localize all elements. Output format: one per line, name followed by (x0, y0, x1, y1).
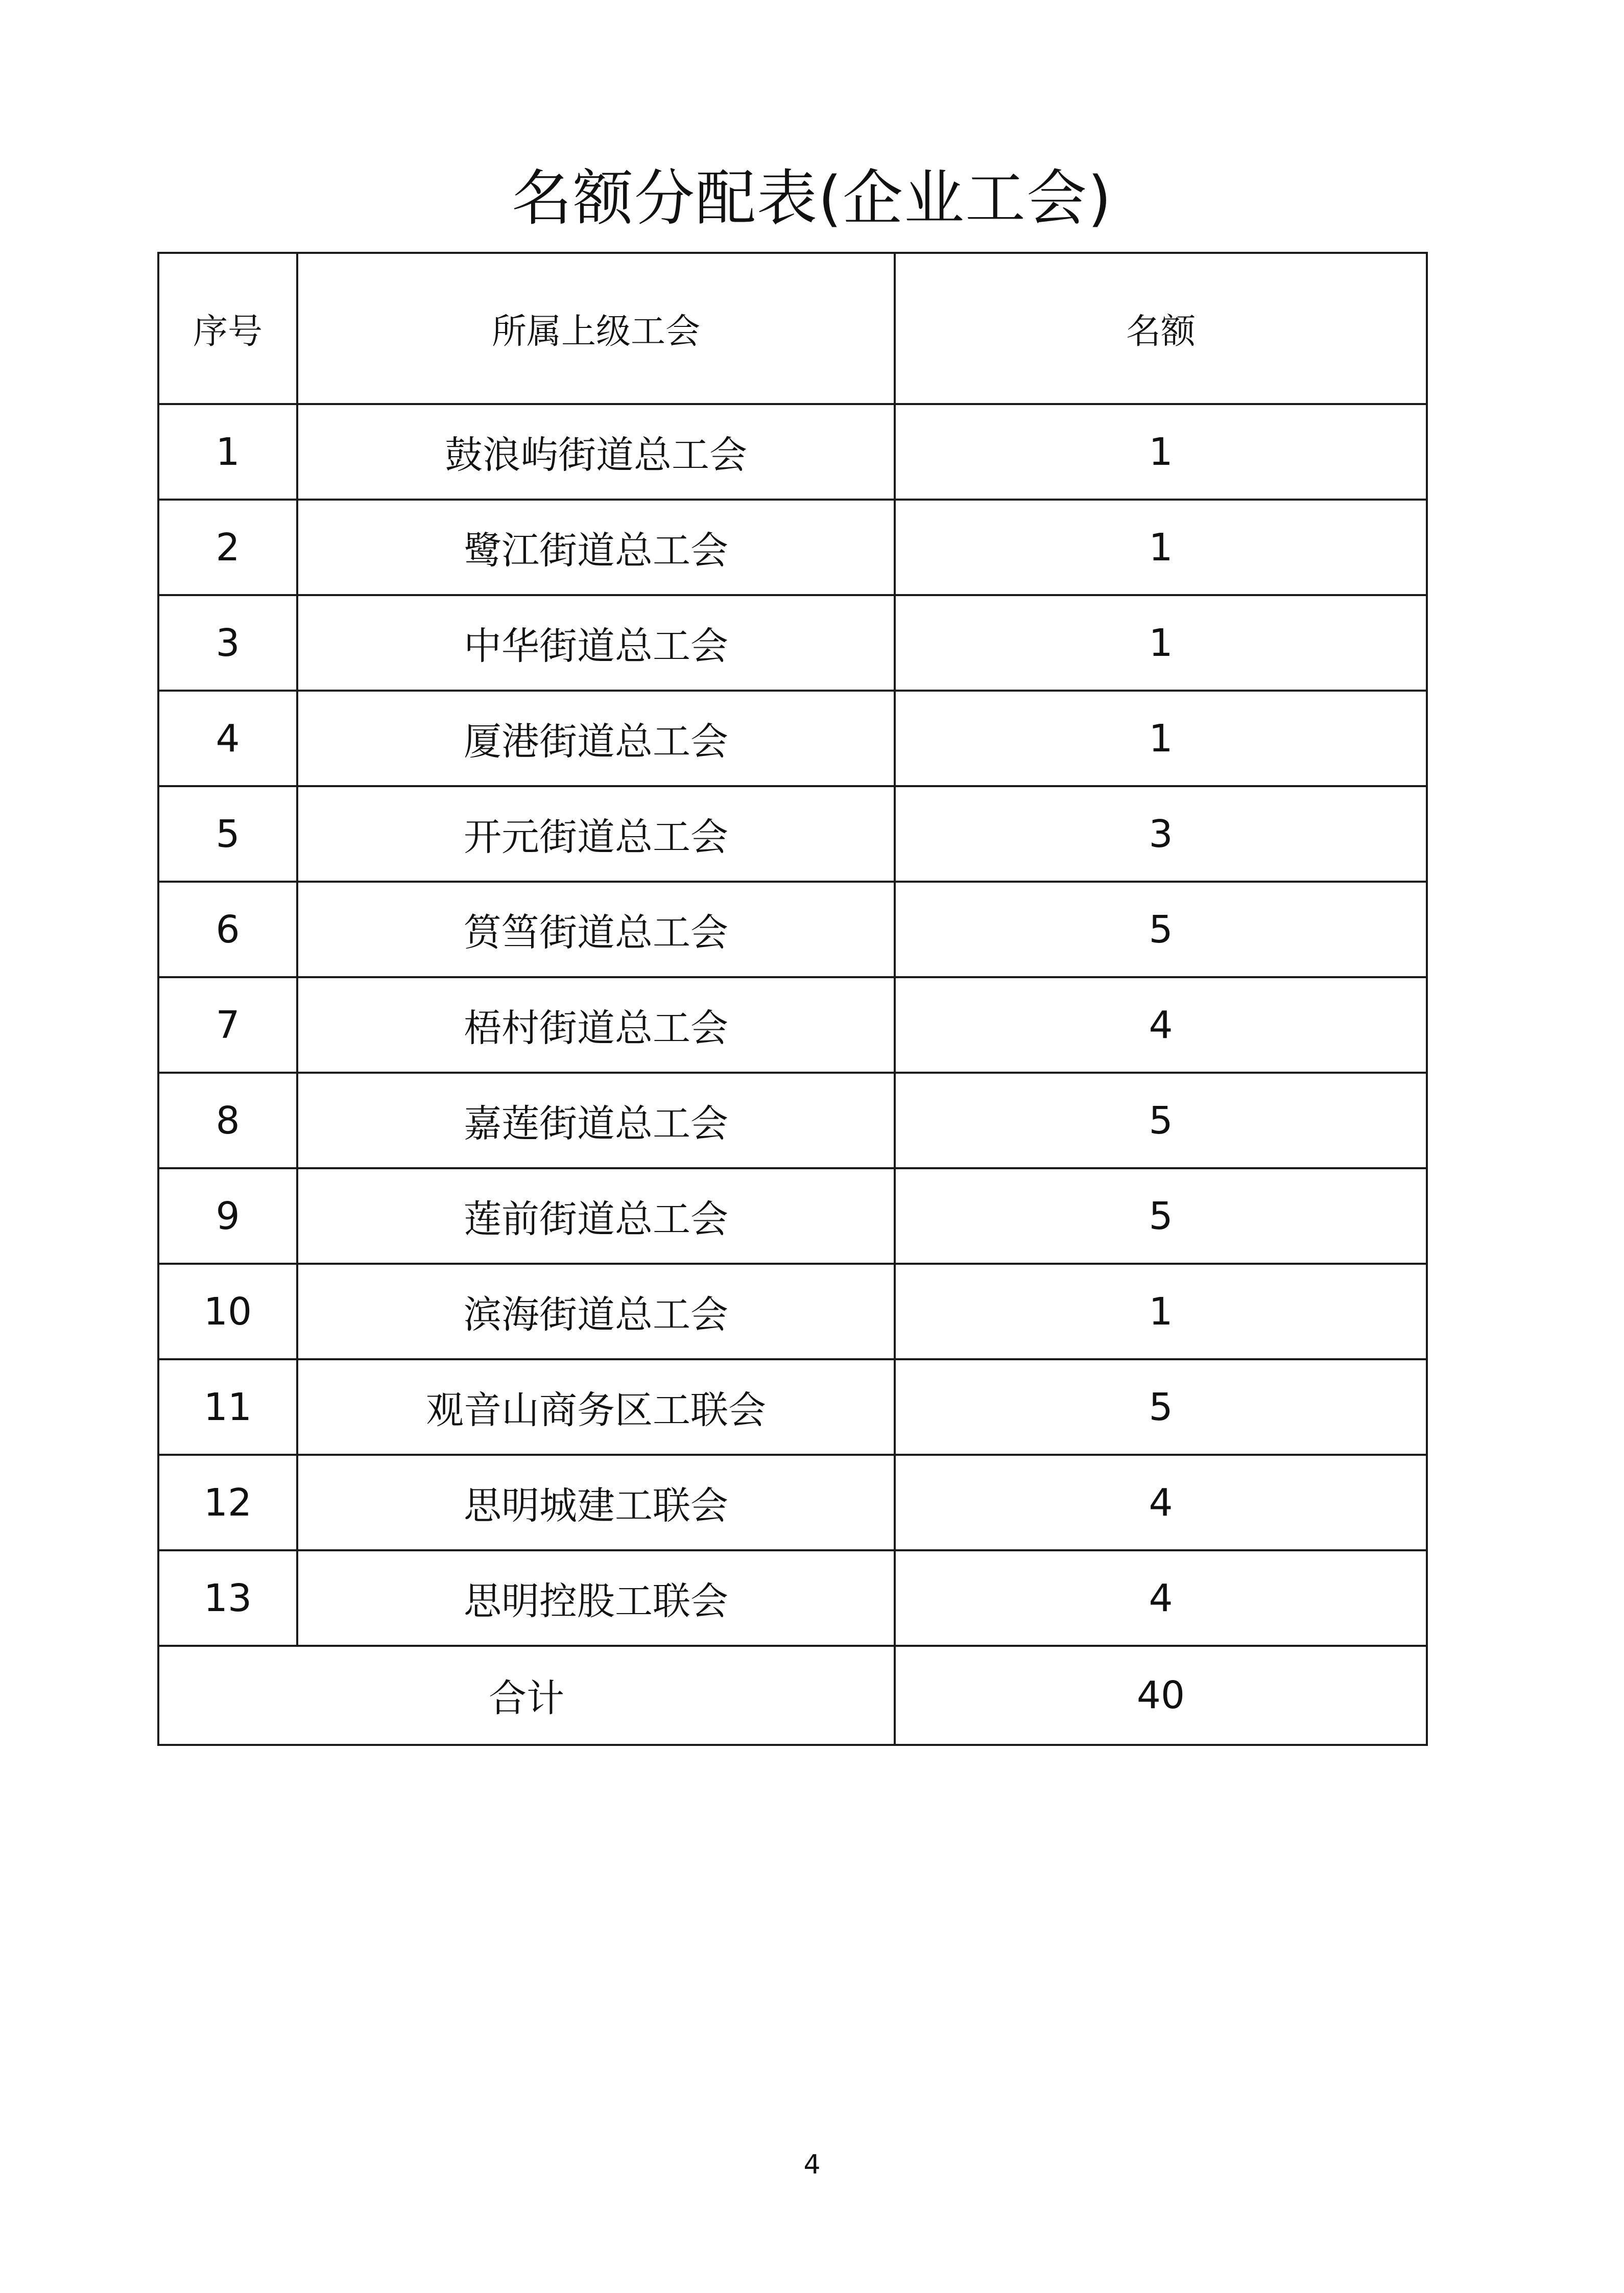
row-quota: 1 (895, 691, 1427, 786)
row-index: 3 (158, 595, 297, 691)
table-row (158, 1073, 1427, 1168)
row-union: 梧村街道总工会 (297, 977, 895, 1073)
row-quota: 1 (895, 595, 1427, 691)
row-quota: 5 (895, 882, 1427, 977)
row-index: 10 (158, 1264, 297, 1359)
row-index: 11 (158, 1359, 297, 1455)
total-value: 40 (895, 1646, 1427, 1745)
row-index: 1 (158, 404, 297, 500)
row-union: 中华街道总工会 (297, 595, 895, 691)
row-index: 2 (158, 500, 297, 595)
table-row (158, 786, 1427, 882)
row-quota: 5 (895, 1168, 1427, 1264)
row-union: 莲前街道总工会 (297, 1168, 895, 1264)
row-quota: 3 (895, 786, 1427, 882)
table-row (158, 1168, 1427, 1264)
row-union: 鹭江街道总工会 (297, 500, 895, 595)
table-row (158, 882, 1427, 977)
total-row (158, 1646, 1427, 1745)
table-row (158, 1550, 1427, 1646)
row-union: 嘉莲街道总工会 (297, 1073, 895, 1168)
table-row (158, 1455, 1427, 1550)
row-union: 思明控股工联会 (297, 1550, 895, 1646)
header-index: 序号 (158, 253, 297, 404)
table-header-row (158, 253, 1427, 404)
row-index: 5 (158, 786, 297, 882)
row-index: 12 (158, 1455, 297, 1550)
table-row (158, 500, 1427, 595)
header-union: 所属上级工会 (297, 253, 895, 404)
row-quota: 5 (895, 1359, 1427, 1455)
row-quota: 4 (895, 1455, 1427, 1550)
table-row (158, 404, 1427, 500)
table-row (158, 1264, 1427, 1359)
table-row (158, 977, 1427, 1073)
row-index: 7 (158, 977, 297, 1073)
row-quota: 1 (895, 1264, 1427, 1359)
table-row (158, 595, 1427, 691)
page-number: 4 (803, 2149, 821, 2180)
row-quota: 5 (895, 1073, 1427, 1168)
row-quota: 1 (895, 500, 1427, 595)
row-union: 筼筜街道总工会 (297, 882, 895, 977)
table-row (158, 1359, 1427, 1455)
row-union: 观音山商务区工联会 (297, 1359, 895, 1455)
page-title: 名额分配表(企业工会) (511, 163, 1113, 233)
row-index: 6 (158, 882, 297, 977)
row-quota: 4 (895, 977, 1427, 1073)
total-label: 合计 (158, 1646, 895, 1745)
header-quota: 名额 (895, 253, 1427, 404)
row-index: 4 (158, 691, 297, 786)
row-union: 鼓浪屿街道总工会 (297, 404, 895, 500)
row-union: 思明城建工联会 (297, 1455, 895, 1550)
row-quota: 1 (895, 404, 1427, 500)
row-union: 开元街道总工会 (297, 786, 895, 882)
row-index: 8 (158, 1073, 297, 1168)
quota-table (157, 252, 1428, 1746)
row-union: 厦港街道总工会 (297, 691, 895, 786)
row-index: 9 (158, 1168, 297, 1264)
row-union: 滨海街道总工会 (297, 1264, 895, 1359)
row-quota: 4 (895, 1550, 1427, 1646)
table-row (158, 691, 1427, 786)
row-index: 13 (158, 1550, 297, 1646)
